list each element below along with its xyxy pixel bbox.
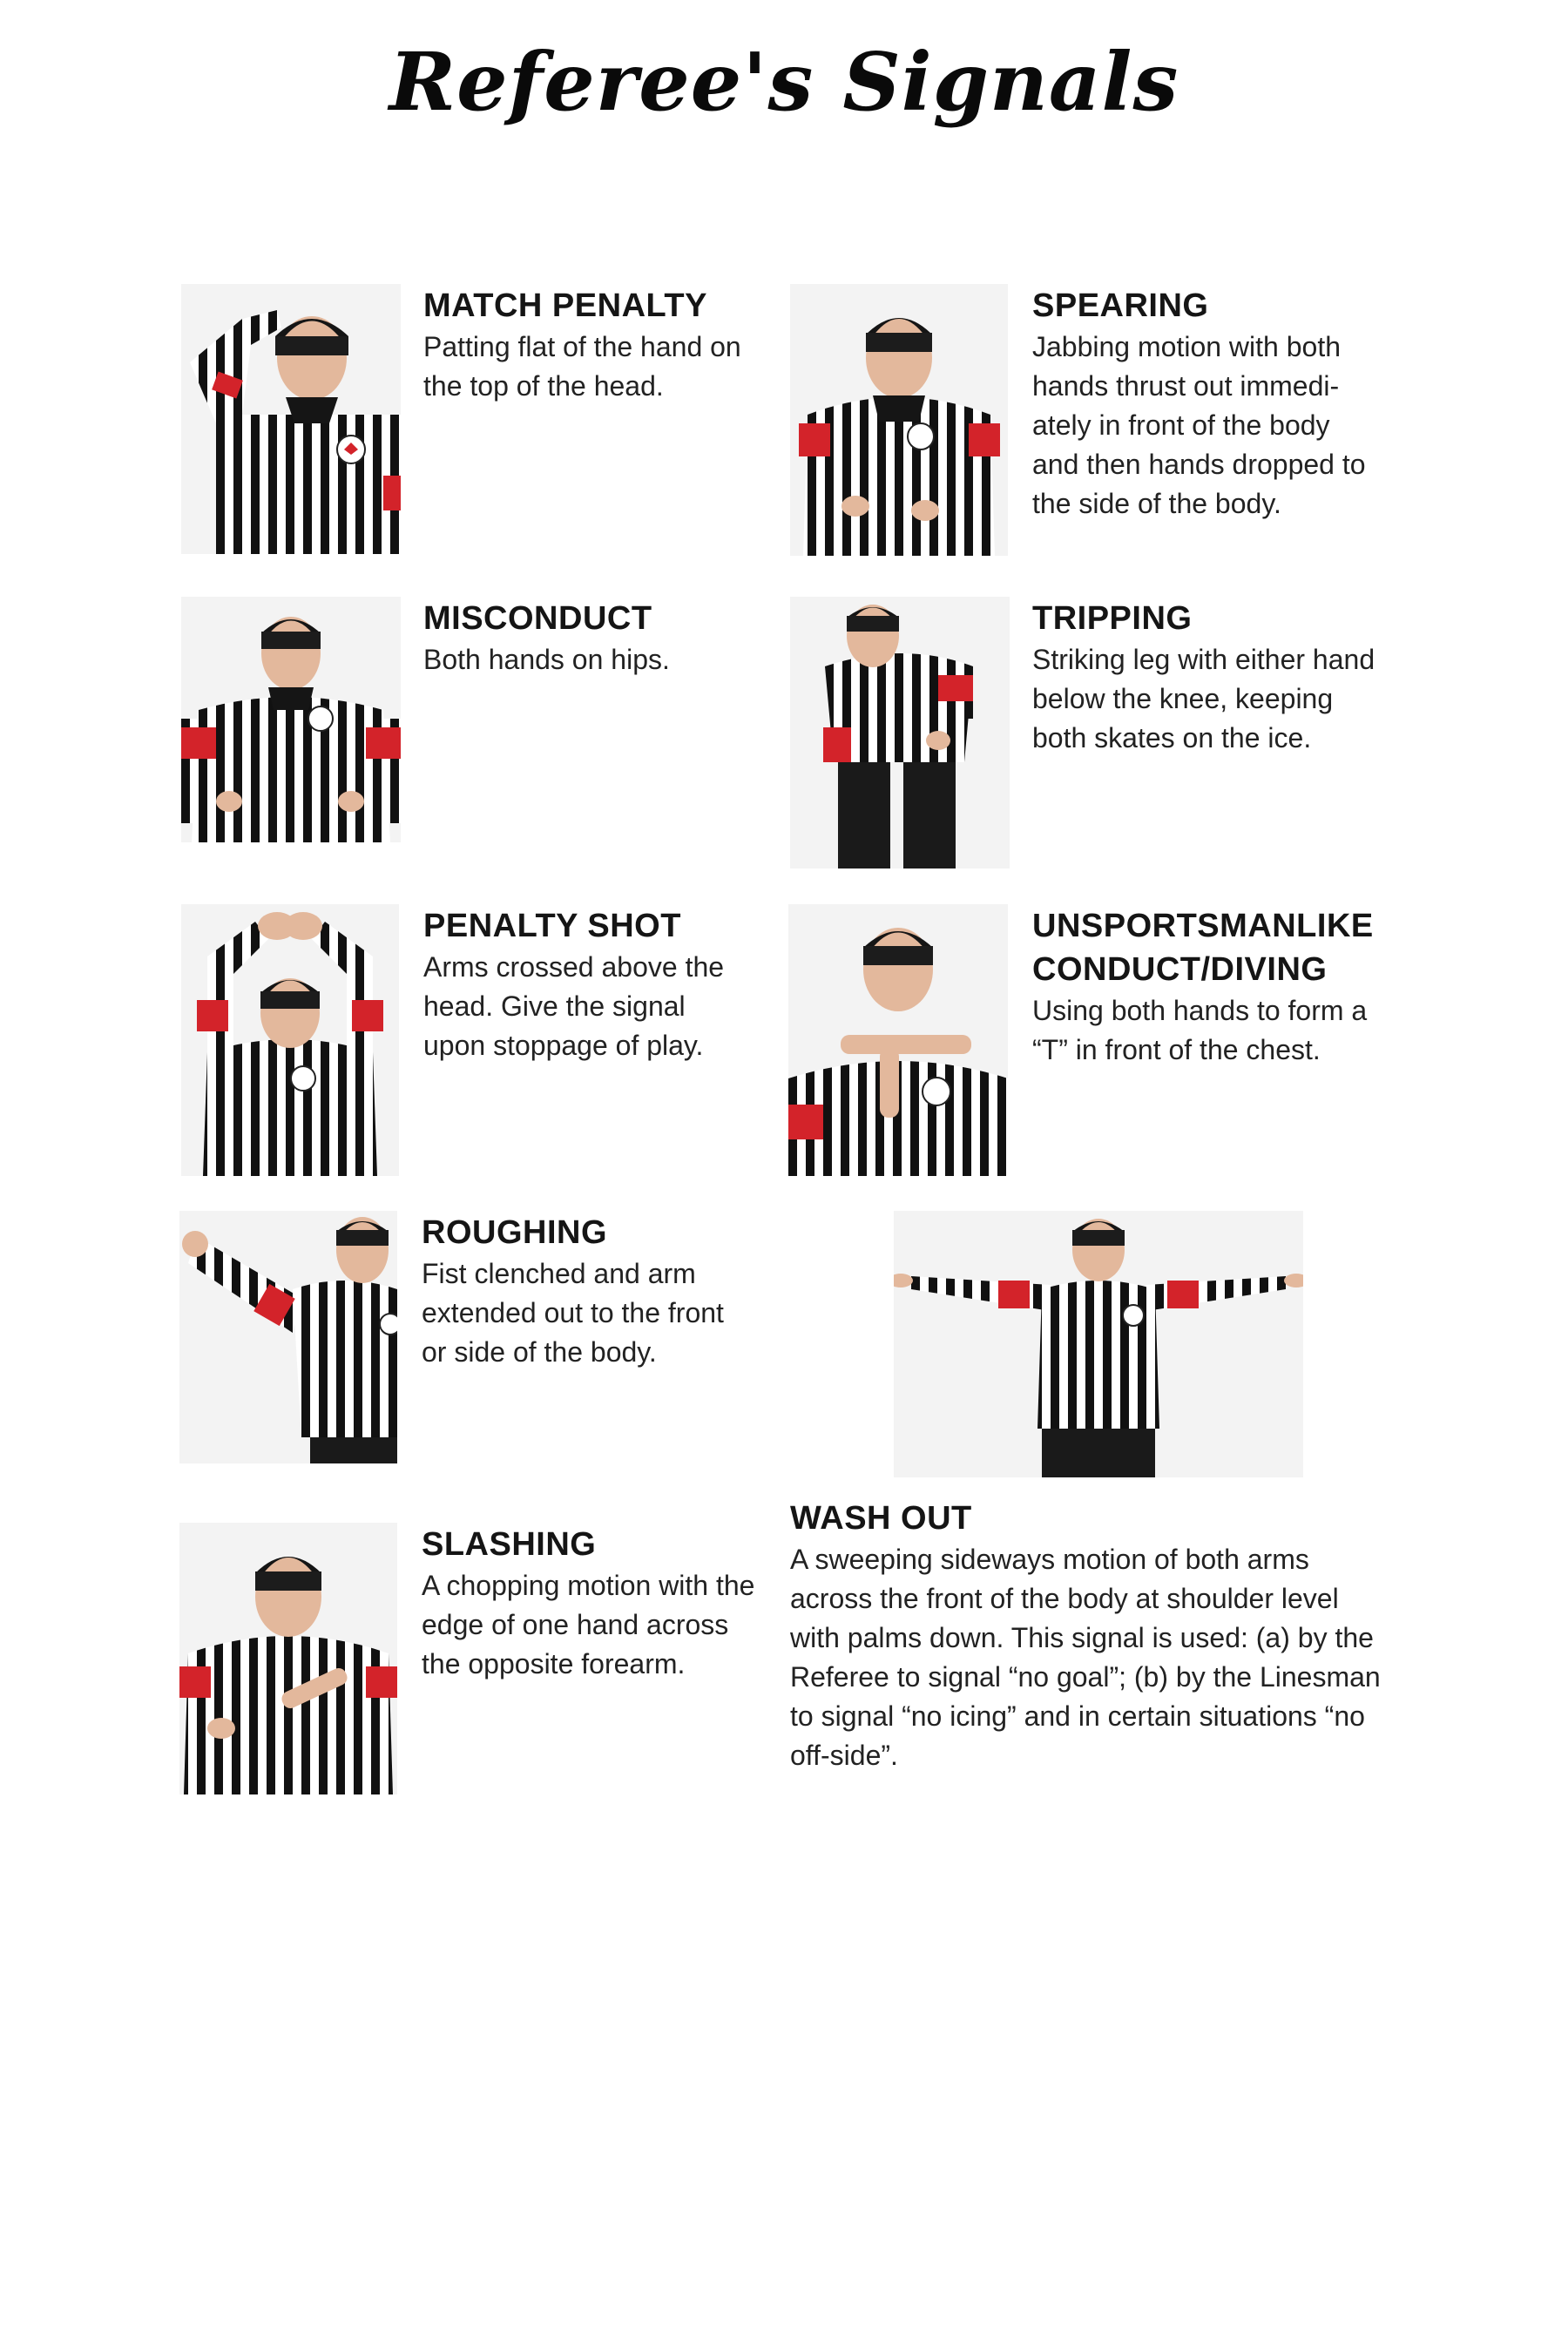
signal-name: UNSPORTSMANLIKE CONDUCT/DIVING [1032, 908, 1374, 988]
signal-description: A chopping motion with the edge of one hand across the opposite forearm. [422, 1570, 755, 1680]
signal-name: MATCH PENALTY [423, 287, 707, 324]
wash-out-photo [894, 1211, 1303, 1477]
roughing-text [422, 1211, 753, 1372]
misconduct-text [423, 597, 754, 679]
unsportsmanlike-conduct-photo [788, 904, 1008, 1176]
signal-description: Using both hands to form a “T” in front of the chest. [1032, 995, 1368, 1065]
signal-name: WASH OUT [790, 1500, 972, 1537]
tripping-text [1032, 597, 1381, 758]
roughing-photo [179, 1211, 397, 1463]
signal-description: A sweeping sideways motion of both arms across the front of the body at shoulder level with palms down. This signal is used: (a) by the Referee to signal “no goal”; (b) by the Linesman to signal “no icing” and in certain situations “no off-side”. [790, 1544, 1381, 1771]
signal-name: MISCONDUCT [423, 600, 652, 637]
misconduct-photo [181, 597, 401, 842]
spearing-photo [790, 284, 1008, 556]
signal-description: Arms crossed above the head. Give the signal upon stoppage of play. [423, 951, 725, 1061]
page-title: Referee's Signals [389, 35, 1179, 129]
signal-description: Patting flat of the hand on the top of the head. [423, 331, 741, 402]
penalty-shot-photo [181, 904, 399, 1176]
slashing-text [422, 1523, 770, 1684]
signal-name: ROUGHING [422, 1214, 607, 1251]
wash-out-text [790, 1497, 1382, 1775]
signal-name: SLASHING [422, 1526, 597, 1563]
signal-description: Fist clenched and arm extended out to the front or side of the body. [422, 1258, 724, 1368]
match-penalty-text [423, 284, 754, 406]
signal-description: Both hands on hips. [423, 644, 670, 675]
match-penalty-photo [181, 284, 401, 554]
signal-description: Striking leg with either hand below the knee, keeping both skates on the ice. [1032, 644, 1375, 754]
signal-name: SPEARING [1032, 287, 1209, 324]
signal-description: Jabbing motion with both hands thrust out immedi-ately in front of the body and then hands dropped to the side of the body. [1032, 331, 1366, 519]
signal-name: PENALTY SHOT [423, 908, 681, 944]
spearing-text [1032, 284, 1381, 524]
signal-name: TRIPPING [1032, 600, 1193, 637]
tripping-photo [790, 597, 1010, 868]
penalty-shot-text [423, 904, 754, 1065]
slashing-photo [179, 1523, 397, 1794]
unsportsmanlike-conduct-text [1032, 904, 1381, 1070]
